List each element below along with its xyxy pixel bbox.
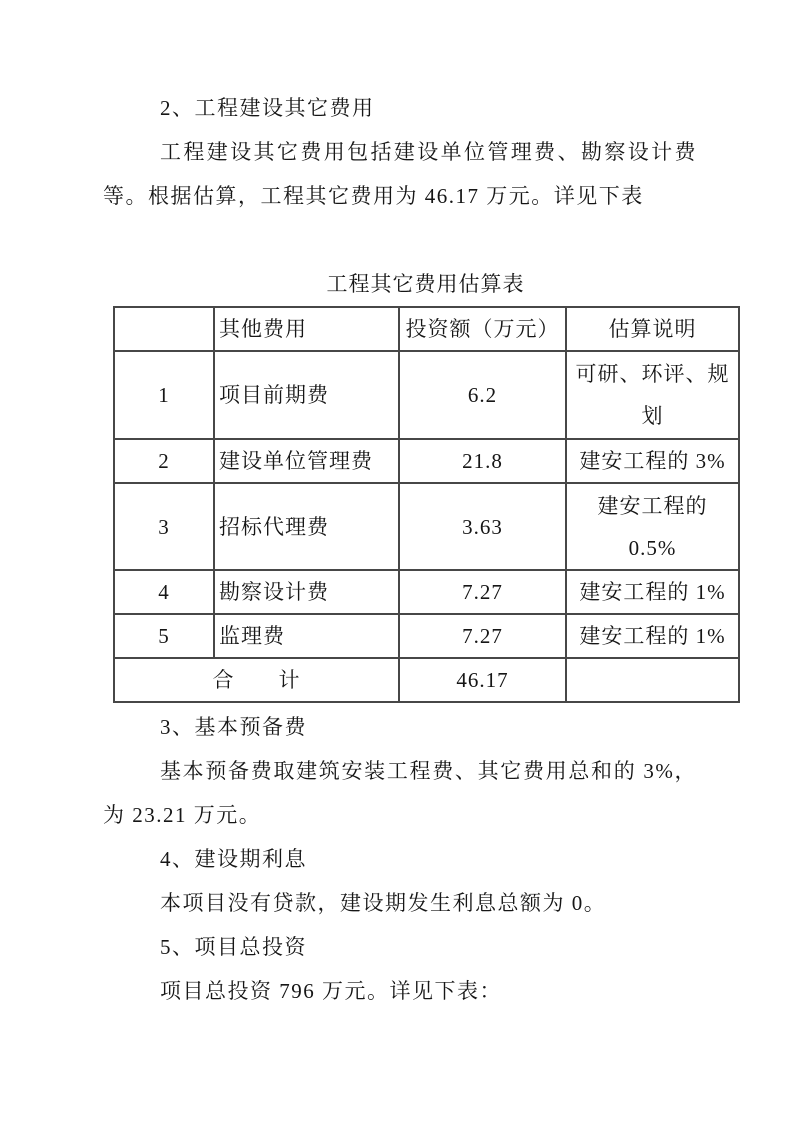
header-cell-item: 其他费用 (214, 307, 399, 351)
cell-note: 建安工程的 0.5% (566, 483, 739, 570)
table-title: 工程其它费用估算表 (326, 272, 525, 296)
total-label: 合 计 (114, 658, 399, 702)
paragraph-interest: 本项目没有贷款，建设期发生利息总额为 0。 (160, 891, 607, 915)
total-note (566, 658, 739, 702)
table-header-row (114, 307, 739, 351)
header-cell-index (114, 307, 214, 351)
total-amount: 46.17 (399, 658, 566, 702)
cell-index: 5 (114, 614, 214, 658)
cell-item: 建设单位管理费 (214, 439, 399, 483)
table-row (114, 483, 739, 570)
cell-note: 可研、环评、规划 (566, 351, 739, 439)
cell-item: 勘察设计费 (214, 570, 399, 614)
cell-amount: 21.8 (399, 439, 566, 483)
cell-index: 2 (114, 439, 214, 483)
paragraph-total-investment: 项目总投资 796 万元。详见下表： (160, 979, 502, 1003)
table-row (114, 614, 739, 658)
cell-amount: 7.27 (399, 614, 566, 658)
cell-note: 建安工程的 3% (566, 439, 739, 483)
cost-estimate-table (113, 306, 740, 703)
cell-item: 招标代理费 (214, 483, 399, 570)
cell-item: 项目前期费 (214, 351, 399, 439)
cell-amount: 7.27 (399, 570, 566, 614)
paragraph-other-costs: 工程建设其它费用包括建设单位管理费、勘察设计费等。根据估算，工程其它费用为 46.17 万元。详见下表 (103, 140, 697, 208)
cell-note: 建安工程的 1% (566, 614, 739, 658)
cell-note: 建安工程的 1% (566, 570, 739, 614)
table-row (114, 570, 739, 614)
cell-index: 3 (114, 483, 214, 570)
section-heading-total-investment: 5、项目总投资 (160, 935, 307, 959)
cell-amount: 3.63 (399, 483, 566, 570)
section-heading-other-costs: 2、工程建设其它费用 (160, 96, 375, 120)
header-cell-amount: 投资额（万元） (399, 307, 566, 351)
section-heading-interest: 4、建设期利息 (160, 847, 307, 871)
header-cell-note: 估算说明 (566, 307, 739, 351)
cell-index: 4 (114, 570, 214, 614)
cell-amount: 6.2 (399, 351, 566, 439)
table-total-row (114, 658, 739, 702)
table-row (114, 351, 739, 439)
section-heading-contingency: 3、基本预备费 (160, 715, 307, 739)
table-row (114, 439, 739, 483)
paragraph-contingency: 基本预备费取建筑安装工程费、其它费用总和的 3%，为 23.21 万元。 (103, 759, 697, 827)
cell-item: 监理费 (214, 614, 399, 658)
cell-index: 1 (114, 351, 214, 439)
